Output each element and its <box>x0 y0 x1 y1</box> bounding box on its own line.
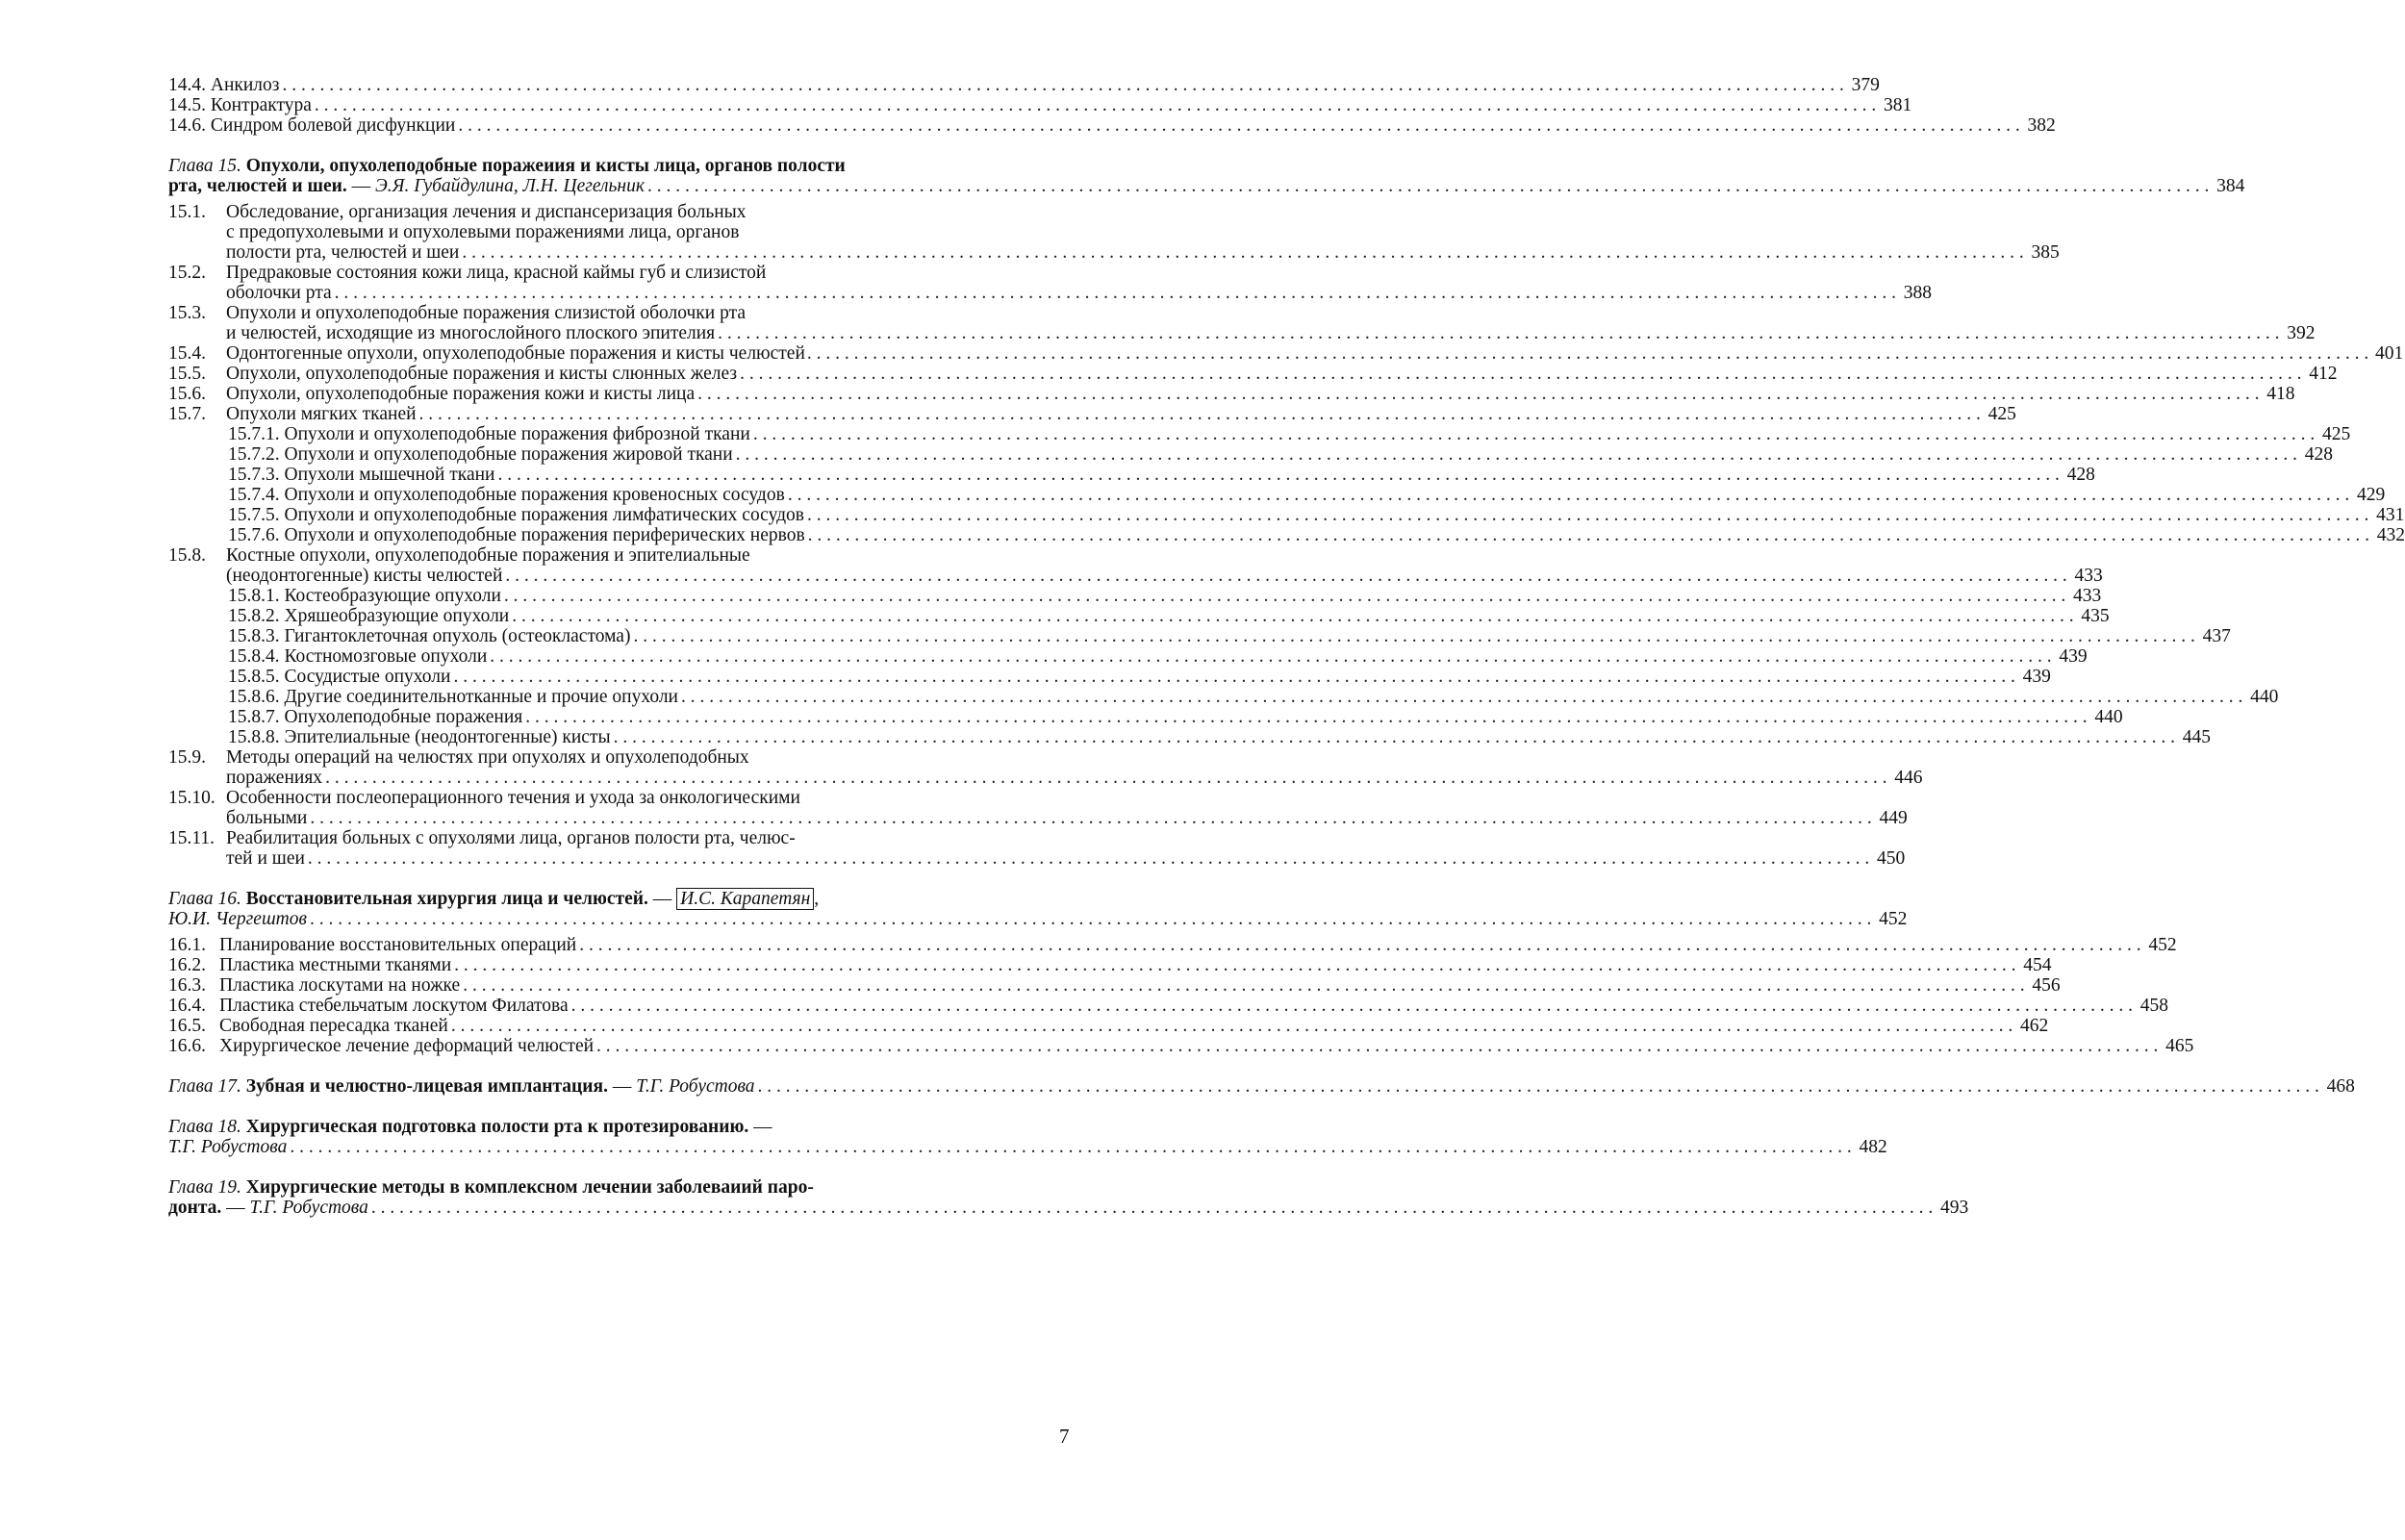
toc-entry <box>168 727 2211 747</box>
leader-dots <box>633 626 2194 646</box>
page-ref: 381 <box>1884 95 1912 115</box>
section-title: Планирование восстановительных операций <box>219 935 577 955</box>
section-14-list <box>168 75 2056 136</box>
page-ref: 382 <box>2027 115 2056 136</box>
page-ref: 385 <box>2031 242 2060 263</box>
page-ref: 412 <box>2309 364 2338 384</box>
leader-dots <box>808 525 2369 545</box>
section-number: 15.2. <box>168 263 206 283</box>
toc-entry-end <box>168 768 1923 788</box>
section-number: 16.2. <box>168 955 206 975</box>
dash: — <box>748 1117 772 1137</box>
dash: — <box>607 1076 637 1097</box>
toc-entry <box>168 384 2295 404</box>
section-title: 15.7.5. Опухоли и опухолеподобные поражения лимфатических сосудов <box>228 505 804 525</box>
section-title: 15.8.1. Костеобразующие опухоли <box>228 586 501 606</box>
toc-entry <box>168 303 949 323</box>
chapter-title: рта, челюстей и шеи. <box>168 176 347 196</box>
leader-dots <box>308 848 1869 869</box>
section-title: 15.7.1. Опухоли и опухолеподобные поражения фиброзной ткани <box>228 424 750 444</box>
toc-entry <box>168 545 949 566</box>
leader-dots <box>525 707 2087 727</box>
section-title-text: Анкилоз <box>210 75 280 95</box>
section-title: Особенности послеоперационного течения и ухода за онкологическими <box>226 788 800 808</box>
page-ref: 425 <box>2321 424 2351 444</box>
chapter-title: Зубная и челюстно-лицевая имплантация. <box>245 1076 608 1097</box>
section-number: 16.1. <box>168 935 206 955</box>
dash: — <box>346 176 375 196</box>
leader-dots <box>740 364 2301 384</box>
chapter-17-heading <box>168 1076 2355 1097</box>
leader-dots <box>490 646 2051 667</box>
page-ref: 401 <box>2375 343 2404 364</box>
section-number: 15.8. <box>168 545 206 566</box>
spacer <box>168 136 949 156</box>
spacer <box>168 1097 949 1117</box>
page-ref: 418 <box>2266 384 2295 404</box>
leader-dots <box>753 424 2315 444</box>
page-ref: 456 <box>2032 975 2061 996</box>
section-title-cont: поражениях <box>226 768 323 788</box>
toc-entry <box>168 828 949 848</box>
chapter-title: Опухоли, опухолеподобные поражеиия и кисты лица, органов полости <box>245 156 846 176</box>
spacer <box>168 1056 949 1076</box>
section-number: 16.6. <box>168 1036 206 1056</box>
leader-dots <box>614 727 2175 747</box>
leader-dots <box>571 996 2133 1016</box>
section-title: 15.7.4. Опухоли и опухолеподобные поражения кровеносных сосудов <box>228 485 785 505</box>
chapter-15-heading-line2 <box>168 176 2245 196</box>
leader-dots <box>335 283 1896 303</box>
section-title <box>168 95 312 115</box>
leader-dots <box>697 384 2259 404</box>
leader-dots <box>462 242 2023 263</box>
section-title: Опухоли, опухолеподобные поражения и кисты слюнных желез <box>226 364 738 384</box>
toc-entry <box>168 707 2123 727</box>
section-number: 15.9. <box>168 747 206 768</box>
dash: — <box>647 889 677 909</box>
section-title: 15.8.8. Эпителиальные (неодонтогенные) кисты <box>228 727 611 747</box>
chapter-19-heading <box>168 1177 949 1198</box>
chapter-16-heading <box>168 889 949 909</box>
section-16-list <box>168 935 2194 1056</box>
section-number: 15.7. <box>168 404 206 424</box>
page-ref: 446 <box>1894 768 1923 788</box>
section-title: Костные опухоли, опухолеподобные поражения и эпителиальные <box>226 545 750 566</box>
section-title: Реабилитация больных с опухолями лица, органов полости рта, челюс- <box>226 828 796 848</box>
page-ref: 379 <box>1851 75 1880 95</box>
toc-entry <box>168 95 1912 115</box>
chapter-label: Глава 19. <box>168 1177 241 1198</box>
section-title: Обследование, организация лечения и диспансеризация больных <box>226 202 747 222</box>
toc-entry <box>168 687 2279 707</box>
section-title: 15.8.5. Сосудистые опухоли <box>228 667 451 687</box>
page-ref: 493 <box>1940 1198 1969 1218</box>
toc-entry <box>168 788 949 808</box>
leader-dots <box>807 505 2368 525</box>
toc-entry-end <box>168 566 2103 586</box>
chapter-authors: Ю.И. Чергештов <box>168 909 307 929</box>
section-title: Свободная пересадка тканей <box>219 1016 448 1036</box>
toc-entry <box>168 424 2351 444</box>
chapter-18-heading <box>168 1117 949 1137</box>
page-ref: 384 <box>2216 176 2245 196</box>
spacer <box>168 1157 949 1177</box>
section-title: 15.8.2. Хряшеобразующие опухоли <box>228 606 510 626</box>
leader-dots <box>453 667 2014 687</box>
page-ref: 458 <box>2139 996 2169 1016</box>
section-number: 15.5. <box>168 364 206 384</box>
section-number: 14.5. <box>168 95 206 115</box>
subsection-15-8-list <box>168 586 2279 747</box>
page-ref: 450 <box>1877 848 1906 869</box>
section-title-cont: тей и шеи <box>226 848 305 869</box>
leader-dots <box>497 465 2059 485</box>
section-title-cont: полости рта, челюстей и шеи <box>226 242 460 263</box>
toc-entry <box>168 465 2095 485</box>
page-number: 7 <box>1059 1425 1070 1448</box>
toc-entry <box>168 996 2169 1016</box>
leader-dots <box>579 935 2140 955</box>
page-ref: 462 <box>2019 1016 2049 1036</box>
toc-entry <box>168 404 2016 424</box>
page-ref: 465 <box>2165 1036 2194 1056</box>
leader-dots <box>505 566 2066 586</box>
page-ref: 452 <box>2148 935 2177 955</box>
leader-dots <box>325 768 1886 788</box>
section-number: 14.6. <box>168 115 206 136</box>
section-title <box>168 115 455 136</box>
section-number: 15.4. <box>168 343 206 364</box>
toc-entry-end <box>168 323 2316 343</box>
leader-dots <box>315 95 1876 115</box>
deceased-author-box: И.С. Карапетян <box>676 888 814 910</box>
leader-dots <box>758 1076 2319 1097</box>
chapter-title: Восстановительная хирургия лица и челюстей. <box>245 889 648 909</box>
toc-entry <box>168 975 2061 996</box>
toc-entry-end <box>168 848 1906 869</box>
leader-dots <box>512 606 2073 626</box>
page-ref: 429 <box>2356 485 2386 505</box>
section-title-cont: оболочки рта <box>226 283 332 303</box>
section-title: Пластика местными тканями <box>219 955 452 975</box>
toc-entry <box>168 525 2405 545</box>
toc-entry <box>168 263 949 283</box>
section-number: 16.5. <box>168 1016 206 1036</box>
toc-entry <box>168 955 2052 975</box>
page-ref: 439 <box>2059 646 2088 667</box>
chapter-authors: Т.Г. Робустова <box>168 1137 288 1157</box>
leader-dots <box>647 176 2209 196</box>
section-number: 16.4. <box>168 996 206 1016</box>
leader-dots <box>310 909 1871 929</box>
page-ref: 439 <box>2022 667 2051 687</box>
leader-dots <box>596 1036 2158 1056</box>
page-ref: 445 <box>2182 727 2211 747</box>
page-ref: 433 <box>2073 586 2102 606</box>
chapter-title: Хирургические методы в комплексном лечении заболеваиий паро- <box>245 1177 814 1198</box>
page-ref: 392 <box>2287 323 2316 343</box>
page-ref: 452 <box>1879 909 1908 929</box>
section-title: Пластика лоскутами на ножке <box>219 975 461 996</box>
page-ref: 428 <box>2066 465 2095 485</box>
section-number: 15.3. <box>168 303 206 323</box>
leader-dots <box>290 1137 1851 1157</box>
section-title: Пластика стебельчатым лоскутом Филатова <box>219 996 569 1016</box>
chapter-18-heading-line2 <box>168 1137 1887 1157</box>
chapter-authors: Т.Г. Робустова <box>249 1198 368 1218</box>
spacer <box>168 869 949 889</box>
section-number: 16.3. <box>168 975 206 996</box>
page-ref: 468 <box>2326 1076 2355 1097</box>
section-title-text: Контрактура <box>210 95 312 115</box>
page-ref: 428 <box>2304 444 2334 465</box>
page-ref: 431 <box>2376 505 2405 525</box>
page-ref: 440 <box>2094 707 2123 727</box>
section-title-cont: больными <box>226 808 308 828</box>
toc-entry <box>168 1016 2049 1036</box>
section-title: Опухоли и опухолеподобные поражения слизистой оболочки рта <box>226 303 746 323</box>
toc-entry <box>168 606 2110 626</box>
section-title: Предраковые состояния кожи лица, красной каймы губ и слизистой <box>226 263 767 283</box>
toc-entry <box>168 935 2177 955</box>
section-number: 15.10. <box>168 788 215 808</box>
section-title: Одонтогенные опухоли, опухолеподобные поражения и кисты челюстей <box>226 343 805 364</box>
page-ref: 440 <box>2250 687 2279 707</box>
section-title <box>168 75 280 95</box>
section-number: 15.6. <box>168 384 206 404</box>
leader-dots <box>463 975 2024 996</box>
toc-entry-end <box>168 283 1933 303</box>
leader-dots <box>458 115 2019 136</box>
section-title: Методы операций на челюстях при опухолях и опухолеподобных <box>226 747 749 768</box>
toc-entry <box>168 586 2102 606</box>
section-number: 14.4. <box>168 75 206 95</box>
toc-entry <box>168 343 2404 364</box>
leader-dots <box>504 586 2065 606</box>
toc-entry <box>168 1036 2194 1056</box>
chapter-19-heading-line2 <box>168 1198 1969 1218</box>
leader-dots <box>283 75 1844 95</box>
toc-entry <box>168 75 1880 95</box>
toc-entry <box>168 444 2334 465</box>
page-ref: 482 <box>1859 1137 1887 1157</box>
toc-entry <box>168 505 2405 525</box>
toc-entry <box>168 115 2056 136</box>
chapter-title: донта. <box>168 1198 222 1218</box>
section-title-cont: с предопухолевыми и опухолевыми поражениями лица, органов <box>226 222 740 242</box>
section-title: Опухоли мягких тканей <box>226 404 417 424</box>
toc-entry <box>168 202 949 222</box>
section-title: Хирургическое лечение деформаций челюстей <box>219 1036 595 1056</box>
toc-entry <box>168 646 2088 667</box>
leader-dots <box>451 1016 2013 1036</box>
section-title: 15.8.3. Гигантоклеточная опухоль (остеокластома) <box>228 626 631 646</box>
leader-dots <box>807 343 2368 364</box>
toc-entry <box>168 364 2338 384</box>
chapter-title: Хирургическая подготовка полости рта к протезированию. <box>245 1117 749 1137</box>
chapter-label: Глава 16. <box>168 889 241 909</box>
toc-entry <box>168 747 949 768</box>
section-title-cont: (неодонтогенные) кисты челюстей <box>226 566 503 586</box>
section-title: 15.8.7. Опухолеподобные поражения <box>228 707 523 727</box>
section-title-text: Синдром болевой дисфункции <box>210 115 456 136</box>
comma: , <box>814 889 820 909</box>
leader-dots <box>371 1198 1933 1218</box>
page-ref: 437 <box>2202 626 2231 646</box>
page-ref: 449 <box>1879 808 1908 828</box>
leader-dots <box>681 687 2242 707</box>
section-title: 15.8.6. Другие соединительнотканные и прочие опухоли <box>228 687 678 707</box>
toc-entry <box>168 485 2386 505</box>
section-title: 15.7.2. Опухоли и опухолеподобные поражения жировой ткани <box>228 444 733 465</box>
section-title: 15.8.4. Костномозговые опухоли <box>228 646 488 667</box>
subsection-15-7-list <box>168 424 2405 545</box>
page-ref: 432 <box>2376 525 2405 545</box>
page-ref: 425 <box>1987 404 2016 424</box>
leader-dots <box>736 444 2297 465</box>
leader-dots <box>310 808 1871 828</box>
dash: — <box>221 1198 250 1218</box>
chapter-label: Глава 18. <box>168 1117 241 1137</box>
chapter-label: Глава 17. <box>168 1076 241 1097</box>
leader-dots <box>454 955 2015 975</box>
toc-entry <box>168 626 2231 646</box>
page-ref: 388 <box>1903 283 1933 303</box>
page-ref: 435 <box>2081 606 2110 626</box>
chapter-label: Глава 15. <box>168 156 241 176</box>
section-title-cont: и челюстей, исходящие из многослойного плоского эпителия <box>226 323 716 343</box>
section-title: Опухоли, опухолеподобные поражения кожи и кисты лица <box>226 384 696 404</box>
toc-entry <box>168 667 2051 687</box>
toc-entry-end <box>168 808 1908 828</box>
toc-entry-end <box>168 242 2060 263</box>
leader-dots <box>718 323 2279 343</box>
section-number: 15.1. <box>168 202 206 222</box>
table-of-contents <box>168 75 2405 1218</box>
leader-dots <box>419 404 1981 424</box>
chapter-15-heading <box>168 156 949 176</box>
chapter-authors: Э.Я. Губайдулина, Л.Н. Цегельник <box>375 176 645 196</box>
section-title: 15.7.3. Опухоли мышечной ткани <box>228 465 495 485</box>
chapter-16-heading-line2 <box>168 909 1908 929</box>
page-ref: 454 <box>2023 955 2052 975</box>
page-ref: 433 <box>2074 566 2103 586</box>
chapter-authors: Т.Г. Робустова <box>636 1076 755 1097</box>
leader-dots <box>788 485 2349 505</box>
section-title: 15.7.6. Опухоли и опухолеподобные поражения периферических нервов <box>228 525 805 545</box>
section-number: 15.11. <box>168 828 215 848</box>
